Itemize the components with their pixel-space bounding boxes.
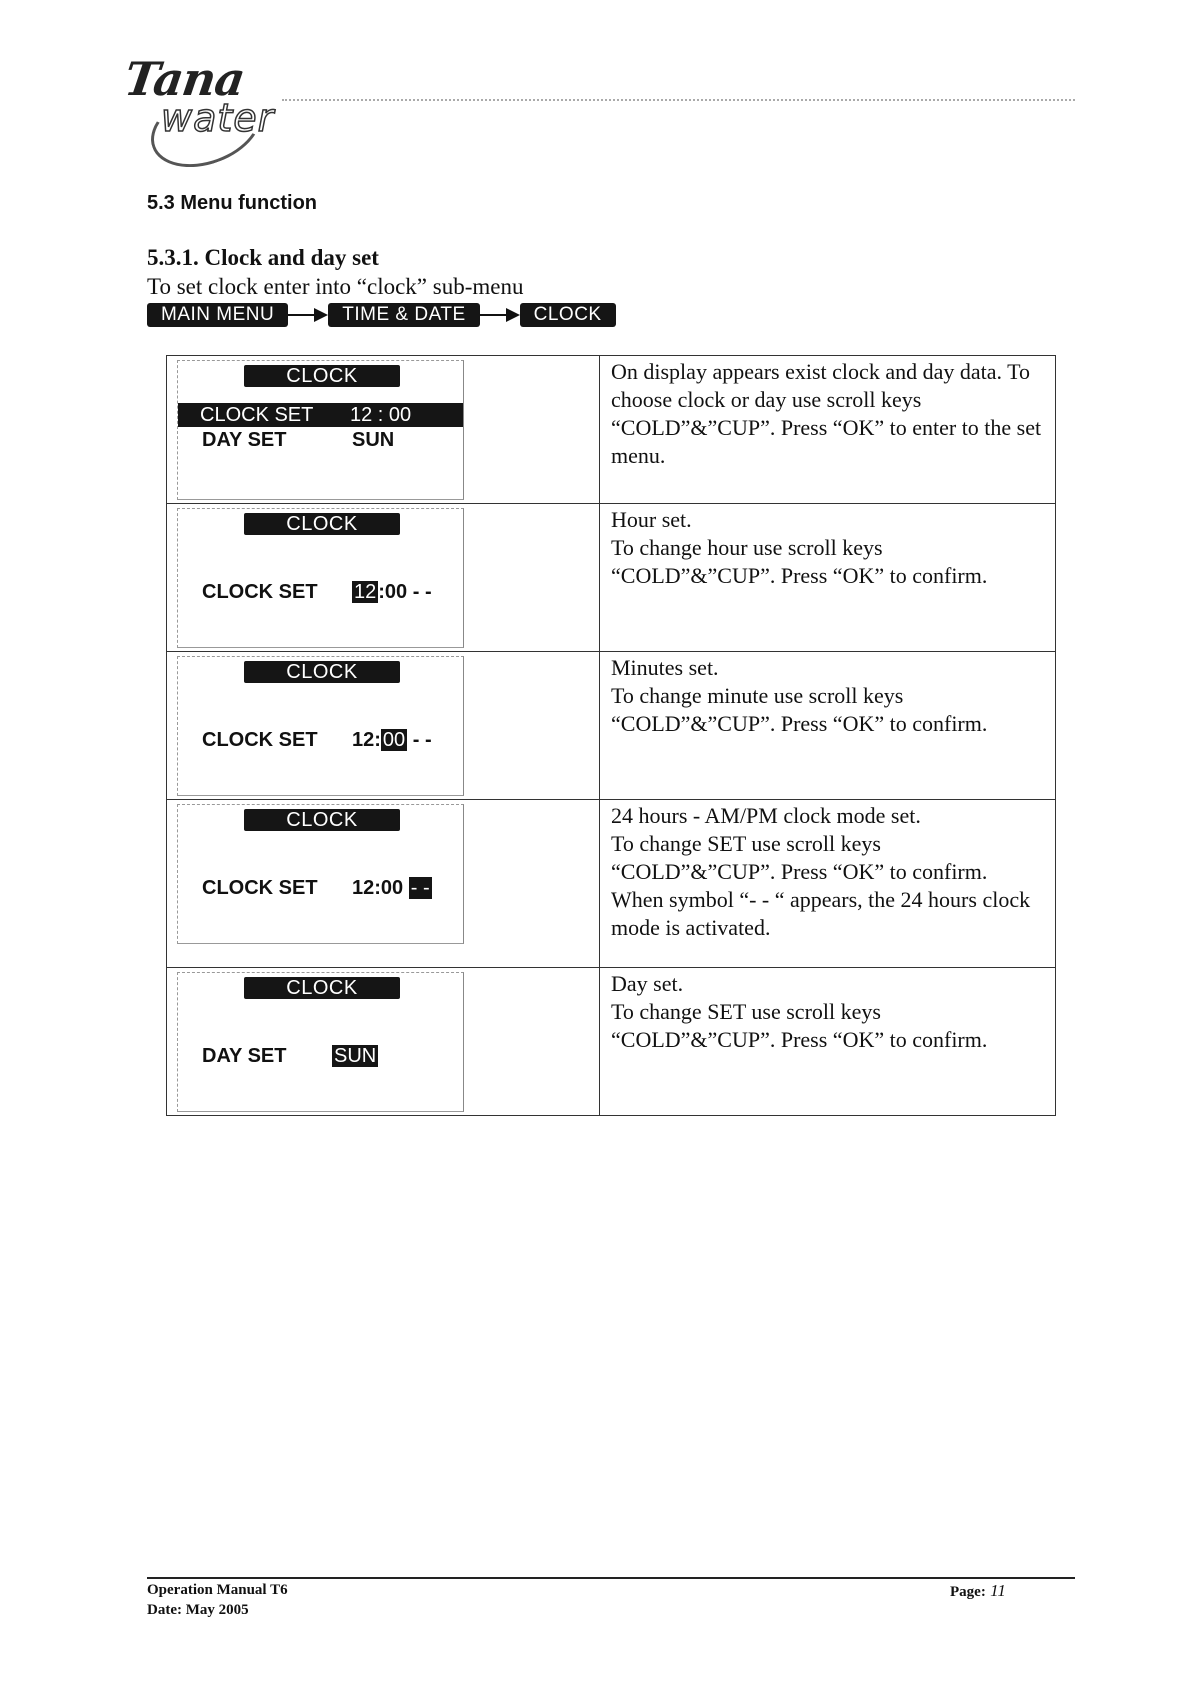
lcd-minute-highlighted: 00 — [382, 729, 406, 751]
logo-brand-top: Tana — [121, 52, 248, 106]
description-cell — [600, 968, 1056, 1116]
lcd-row — [202, 1045, 378, 1068]
logo-brand-bottom: water — [161, 96, 275, 140]
lcd-separator: : — [374, 877, 381, 899]
lcd-mode: - - — [412, 581, 432, 603]
footer-manual: Operation Manual T6 — [147, 1582, 288, 1598]
lcd-minute: 00 — [384, 581, 408, 603]
lcd-display — [177, 508, 464, 648]
display-cell — [167, 504, 600, 652]
lcd-row — [202, 729, 432, 752]
lcd-mode-highlighted: - - — [410, 877, 430, 899]
footer-rule — [147, 1577, 1075, 1579]
description-cell — [600, 652, 1056, 800]
footer-page — [950, 1581, 1006, 1601]
step-text-line: On display appears exist clock and day data. To choose clock or day use scroll keys “COLD”&”CUP”. Press “OK” to enter to the set menu. — [611, 359, 1042, 468]
lcd-label: CLOCK SET — [202, 877, 318, 899]
arrow-right-icon — [480, 303, 520, 327]
display-cell — [167, 356, 600, 504]
step-text-line: To change minute use scroll keys “COLD”&”CUP”. Press “OK” to confirm. — [611, 683, 988, 736]
lcd-hour: 12 — [352, 729, 375, 751]
display-cell — [167, 968, 600, 1116]
footer-page-label: Page: — [950, 1584, 986, 1600]
subsection-title: 5.3.1. Clock and day set — [147, 245, 379, 270]
path-clock: CLOCK — [520, 303, 616, 327]
footer-page-number: 11 — [990, 1581, 1006, 1600]
lcd-label: DAY SET — [202, 429, 287, 451]
section-title: 5.3 Menu function — [147, 192, 317, 214]
display-cell — [167, 652, 600, 800]
arrow-right-icon — [288, 303, 328, 327]
lcd-hour-highlighted: 12 — [354, 581, 377, 603]
lcd-display — [177, 360, 464, 500]
description-cell — [600, 504, 1056, 652]
description-cell — [600, 800, 1056, 968]
step-text-line: Minutes set. — [611, 655, 719, 680]
lcd-row — [202, 581, 432, 604]
display-cell — [167, 800, 600, 968]
table-row — [167, 968, 1056, 1116]
tana-water-logo — [121, 52, 285, 164]
table-row — [167, 800, 1056, 968]
table-row — [167, 356, 1056, 504]
lcd-header: CLOCK — [244, 513, 400, 535]
menu-path — [147, 303, 616, 327]
lcd-label: CLOCK SET — [200, 404, 314, 426]
lcd-row — [202, 877, 432, 900]
lcd-minute: 00 — [380, 877, 404, 899]
description-cell — [600, 356, 1056, 504]
footer-date: Date: May 2005 — [147, 1602, 249, 1618]
lcd-mode: - - — [412, 729, 432, 751]
lcd-display — [177, 972, 464, 1112]
step-text-line: Day set. — [611, 971, 684, 996]
lcd-day-highlighted: SUN — [334, 1045, 377, 1067]
step-text-line: Hour set. — [611, 507, 692, 532]
lcd-label: DAY SET — [202, 1045, 287, 1067]
lcd-header: CLOCK — [244, 661, 400, 683]
step-text-line: To change SET use scroll keys “COLD”&”CUP”. Press “OK” to confirm. — [611, 831, 988, 884]
path-time-date: TIME & DATE — [328, 303, 479, 327]
header-divider — [282, 99, 1075, 101]
lcd-value: 12 : 00 — [350, 404, 412, 426]
lcd-label: CLOCK SET — [202, 581, 318, 603]
step-text-line: To change SET use scroll keys “COLD”&”CUP”. Press “OK” to confirm. — [611, 999, 988, 1052]
lcd-header: CLOCK — [244, 809, 400, 831]
step-text-line: To change hour use scroll keys “COLD”&”CUP”. Press “OK” to confirm. — [611, 535, 988, 588]
lcd-separator: : — [374, 729, 381, 751]
lcd-display — [177, 804, 464, 944]
lcd-header: CLOCK — [244, 365, 400, 387]
lcd-header: CLOCK — [244, 977, 400, 999]
intro-text: To set clock enter into “clock” sub-menu — [147, 274, 524, 299]
lcd-value: SUN — [352, 429, 395, 451]
path-main-menu: MAIN MENU — [147, 303, 288, 327]
step-text-line: 24 hours - AM/PM clock mode set. — [611, 803, 921, 828]
lcd-hour: 12 — [352, 877, 375, 899]
lcd-display — [177, 656, 464, 796]
lcd-separator: : — [378, 581, 385, 603]
table-row — [167, 652, 1056, 800]
step-text-line: When symbol “- - “ appears, the 24 hours clock mode is activated. — [611, 887, 1031, 940]
lcd-row-selected — [178, 403, 463, 427]
lcd-row — [202, 429, 394, 452]
steps-table — [166, 355, 1056, 1116]
table-row — [167, 504, 1056, 652]
lcd-label: CLOCK SET — [202, 729, 318, 751]
